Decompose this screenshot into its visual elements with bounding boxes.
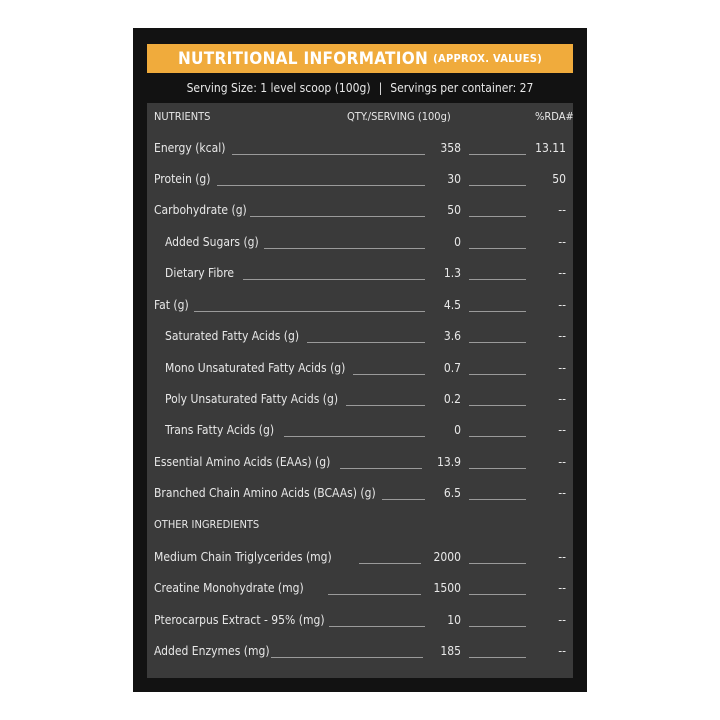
row-qty: 0 (454, 235, 461, 249)
row-rda: -- (558, 455, 566, 469)
table-row (147, 263, 573, 285)
leader-line (329, 626, 425, 627)
section-heading (147, 515, 573, 537)
leader-line (469, 342, 526, 343)
table-row (147, 138, 573, 160)
table-row (147, 358, 573, 380)
leader-line (353, 374, 425, 375)
nutrient-table (147, 103, 573, 678)
row-rda: -- (558, 298, 566, 312)
row-rda: -- (558, 203, 566, 217)
table-row (147, 483, 573, 505)
leader-line (271, 657, 423, 658)
leader-line (469, 563, 526, 564)
row-rda: -- (558, 644, 566, 658)
row-rda: -- (558, 581, 566, 595)
leader-line (382, 499, 425, 500)
leader-line (232, 154, 425, 155)
title-bar (147, 44, 573, 73)
leader-line (469, 185, 526, 186)
row-rda: -- (558, 550, 566, 564)
serving-separator: | (378, 81, 383, 95)
row-qty: 30 (447, 172, 461, 186)
row-qty: 10 (447, 613, 461, 627)
row-rda: 13.11 (535, 141, 566, 155)
table-row (147, 610, 573, 632)
row-name: Saturated Fatty Acids (g) (165, 329, 300, 343)
row-rda: -- (558, 613, 566, 627)
servings-per-container: Servings per container: 27 (390, 81, 534, 95)
table-header (147, 107, 573, 129)
leader-line (469, 436, 526, 437)
serving-info (147, 73, 573, 103)
row-name: Mono Unsaturated Fatty Acids (g) (165, 361, 346, 375)
table-row (147, 200, 573, 222)
header-qty: QTY./SERVING (100g) (347, 110, 451, 123)
row-rda: -- (558, 486, 566, 500)
row-qty: 0.7 (443, 361, 461, 375)
leader-line (469, 311, 526, 312)
row-rda: -- (558, 329, 566, 343)
leader-line (469, 594, 526, 595)
row-rda: -- (558, 235, 566, 249)
row-name: Added Sugars (g) (165, 235, 259, 249)
row-qty: 3.6 (443, 329, 461, 343)
table-row (147, 547, 573, 569)
leader-line (264, 248, 425, 249)
leader-line (217, 185, 425, 186)
leader-line (469, 499, 526, 500)
row-rda: 50 (552, 172, 566, 186)
leader-line (469, 216, 526, 217)
leader-line (469, 468, 526, 469)
leader-line (250, 216, 425, 217)
leader-line (469, 248, 526, 249)
row-rda: -- (558, 423, 566, 437)
row-name: Trans Fatty Acids (g) (165, 423, 275, 437)
serving-size: Serving Size: 1 level scoop (100g) (186, 81, 371, 95)
leader-line (359, 563, 421, 564)
header-nutrients: NUTRIENTS (154, 110, 211, 123)
row-name: Protein (g) (154, 172, 211, 186)
table-row (147, 295, 573, 317)
leader-line (469, 279, 526, 280)
row-name: Fat (g) (154, 298, 189, 312)
table-row (147, 420, 573, 442)
leader-line (284, 436, 425, 437)
row-qty: 0 (454, 423, 461, 437)
row-qty: 1.3 (443, 266, 461, 280)
leader-line (469, 405, 526, 406)
leader-line (469, 154, 526, 155)
leader-line (243, 279, 425, 280)
leader-line (194, 311, 425, 312)
row-name: Carbohydrate (g) (154, 203, 247, 217)
leader-line (340, 468, 422, 469)
row-rda: -- (558, 266, 566, 280)
header-rda: %RDA# (535, 110, 574, 123)
row-name: Poly Unsaturated Fatty Acids (g) (165, 392, 339, 406)
leader-line (328, 594, 421, 595)
row-qty: 358 (440, 141, 461, 155)
row-qty: 0.2 (443, 392, 461, 406)
row-name: Medium Chain Triglycerides (mg) (154, 550, 332, 564)
row-qty: 2000 (433, 550, 461, 564)
row-name: Added Enzymes (mg) (154, 644, 270, 658)
row-qty: 6.5 (443, 486, 461, 500)
row-qty: 4.5 (443, 298, 461, 312)
table-row (147, 389, 573, 411)
other-ingredients-heading: OTHER INGREDIENTS (154, 518, 260, 531)
leader-line (469, 657, 526, 658)
label-title: NUTRITIONAL INFORMATION (177, 48, 429, 69)
row-name: Branched Chain Amino Acids (BCAAs) (g) (154, 486, 376, 500)
row-name: Dietary Fibre (165, 266, 235, 280)
table-row (147, 641, 573, 663)
table-row (147, 578, 573, 600)
label-subtitle: (APPROX. VALUES) (433, 52, 543, 65)
row-rda: -- (558, 361, 566, 375)
leader-line (307, 342, 425, 343)
row-name: Essential Amino Acids (EAAs) (g) (154, 455, 331, 469)
table-row (147, 169, 573, 191)
nutrition-label-card (133, 28, 587, 692)
table-row (147, 326, 573, 348)
row-qty: 13.9 (436, 455, 461, 469)
table-row (147, 452, 573, 474)
row-name: Creatine Monohydrate (mg) (154, 581, 304, 595)
row-rda: -- (558, 392, 566, 406)
leader-line (346, 405, 425, 406)
leader-line (469, 626, 526, 627)
row-qty: 50 (447, 203, 461, 217)
leader-line (469, 374, 526, 375)
row-name: Pterocarpus Extract - 95% (mg) (154, 613, 325, 627)
table-row (147, 232, 573, 254)
row-name: Energy (kcal) (154, 141, 226, 155)
row-qty: 185 (440, 644, 461, 658)
row-qty: 1500 (433, 581, 461, 595)
